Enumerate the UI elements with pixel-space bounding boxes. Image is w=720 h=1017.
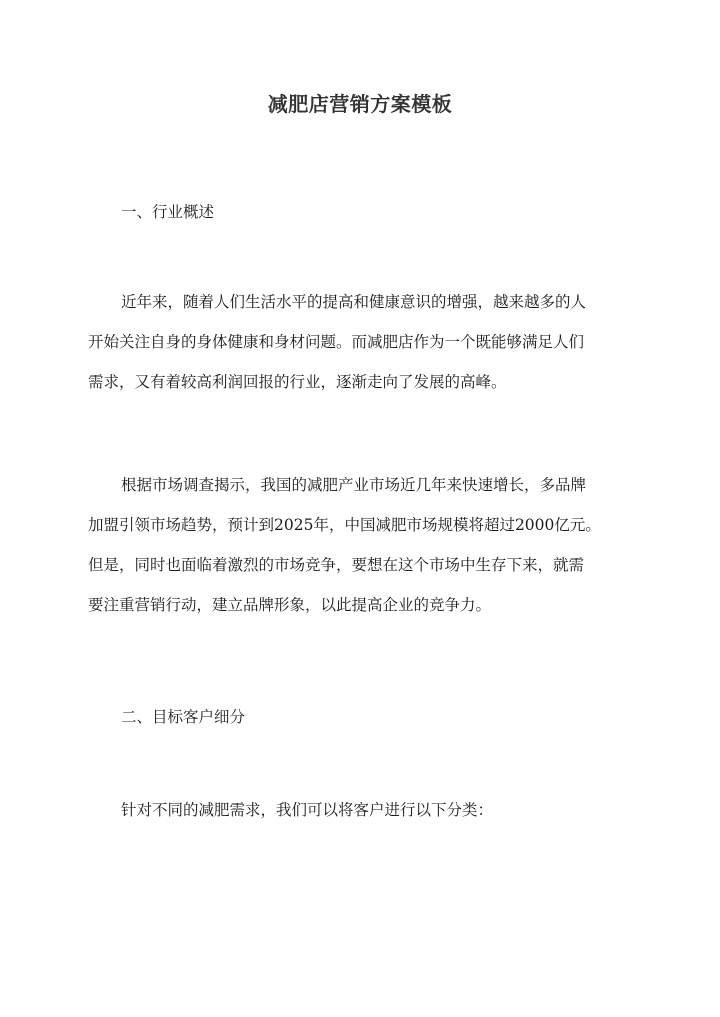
paragraph-line: 要注重营销行动，建立品牌形象，以此提高企业的竞争力。: [88, 596, 492, 614]
paragraph-line: 加盟引领市场趋势，预计到2025年，中国减肥市场规模将超过2000亿元。: [88, 516, 601, 534]
section-heading-industry-overview: 一、行业概述: [121, 203, 215, 221]
document-title: 减肥店营销方案模板: [267, 92, 453, 116]
paragraph-customer-classification: [88, 790, 633, 830]
section-heading-target-customers: 二、目标客户细分: [121, 708, 246, 726]
paragraph-market-research: [88, 465, 633, 625]
paragraph-line: 针对不同的减肥需求，我们可以将客户进行以下分类：: [121, 801, 494, 819]
paragraph-line: 根据市场调查揭示，我国的减肥产业市场近几年来快速增长，多品牌: [121, 476, 587, 494]
paragraph-line: 近年来，随着人们生活水平的提高和健康意识的增强，越来越多的人: [121, 293, 587, 311]
paragraph-line: 需求，又有着较高利润回报的行业，逐渐走向了发展的高峰。: [88, 373, 507, 391]
paragraph-industry-intro: [88, 282, 633, 402]
paragraph-line: 但是，同时也面临着激烈的市场竞争，要想在这个市场中生存下来，就需: [88, 556, 585, 574]
paragraph-line: 开始关注自身的身体健康和身材问题。而减肥店作为一个既能够满足人们: [88, 333, 585, 351]
